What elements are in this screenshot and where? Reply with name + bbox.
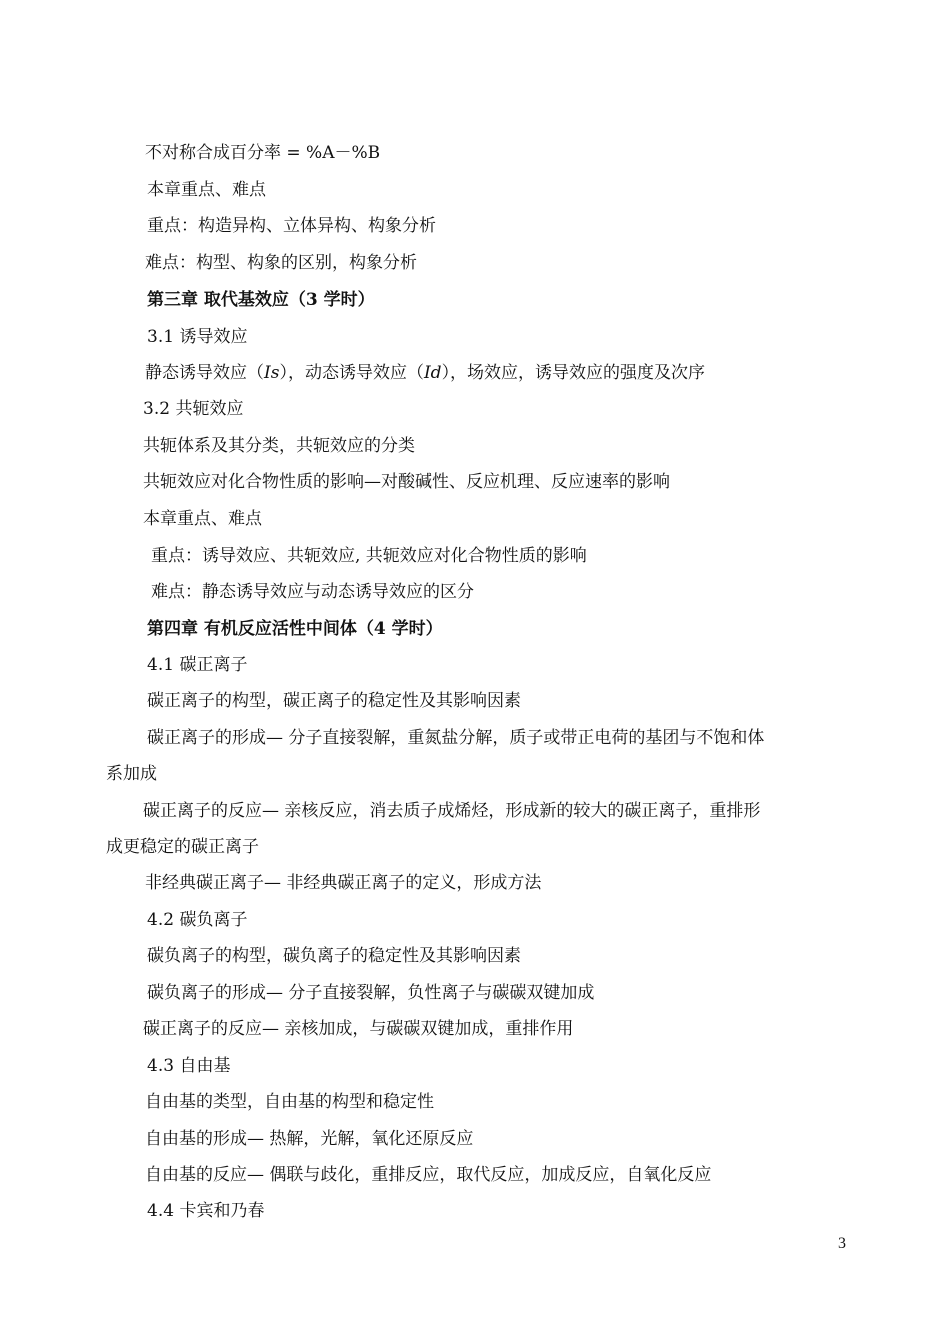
section-heading-key-points-2: 本章重点、难点 [143, 509, 262, 529]
key-points-line-2: 重点：诱导效应、共轭效应, 共轭效应对化合物性质的影响 [151, 546, 587, 566]
carbocation-line-3: 碳正离子的反应— 亲核反应，消去质子成烯烃，形成新的较大的碳正离子，重排形 [143, 801, 761, 821]
conjugation-line-2: 共轭效应对化合物性质的影响—对酸碱性、反应机理、反应速率的影响 [143, 472, 670, 492]
chapter-4-heading: 第四章 有机反应活性中间体（4 学时） [147, 619, 443, 639]
subsection-4-1: 4.1 碳正离子 [147, 655, 248, 675]
radical-line-1: 自由基的类型，自由基的构型和稳定性 [145, 1092, 434, 1112]
id-symbol: Id [423, 363, 442, 383]
inductive-effect-line [145, 362, 705, 384]
carbocation-line-2: 碳正离子的形成— 分子直接裂解，重氮盐分解，质子或带正电荷的基团与不饱和体 [147, 728, 765, 748]
difficult-points-line: 难点：构型、构象的区别，构象分析 [145, 253, 417, 273]
carbanion-line-1: 碳负离子的构型，碳负离子的稳定性及其影响因素 [147, 946, 521, 966]
conjugation-line-1: 共轭体系及其分类，共轭效应的分类 [143, 436, 415, 456]
page-number: 3 [838, 1235, 846, 1252]
nonclassical-carbocation-line: 非经典碳正离子— 非经典碳正离子的定义，形成方法 [145, 873, 542, 893]
formula-line: 不对称合成百分率 = %A－%B [145, 143, 381, 163]
subsection-4-2: 4.2 碳负离子 [147, 910, 248, 930]
section-heading-key-points: 本章重点、难点 [147, 180, 266, 200]
difficult-points-line-2: 难点：静态诱导效应与动态诱导效应的区分 [151, 582, 474, 602]
carbocation-line-3-cont: 成更稳定的碳正离子 [106, 837, 259, 857]
radical-line-2: 自由基的形成— 热解，光解，氧化还原反应 [145, 1129, 474, 1149]
carbocation-line-2-cont: 系加成 [106, 764, 157, 784]
text-span: 静态诱导效应（ [145, 363, 264, 383]
radical-line-3: 自由基的反应— 偶联与歧化，重排反应，取代反应，加成反应，自氧化反应 [145, 1165, 712, 1185]
text-span: ），场效应，诱导效应的强度及次序 [441, 363, 706, 383]
is-symbol: Is [264, 363, 280, 383]
subsection-3-2: 3.2 共轭效应 [143, 399, 244, 419]
carbanion-line-2: 碳负离子的形成— 分子直接裂解，负性离子与碳碳双键加成 [147, 983, 595, 1003]
subsection-4-4: 4.4 卡宾和乃春 [147, 1201, 265, 1221]
text-span: ），动态诱导效应（ [279, 363, 424, 383]
chapter-3-heading: 第三章 取代基效应（3 学时） [147, 290, 375, 310]
key-points-line: 重点：构造异构、立体异构、构象分析 [147, 216, 436, 236]
carbocation-line-1: 碳正离子的构型，碳正离子的稳定性及其影响因素 [147, 691, 521, 711]
subsection-3-1: 3.1 诱导效应 [147, 327, 248, 347]
carbanion-line-3: 碳正离子的反应— 亲核加成，与碳碳双键加成，重排作用 [143, 1019, 574, 1039]
subsection-4-3: 4.3 自由基 [147, 1056, 231, 1076]
